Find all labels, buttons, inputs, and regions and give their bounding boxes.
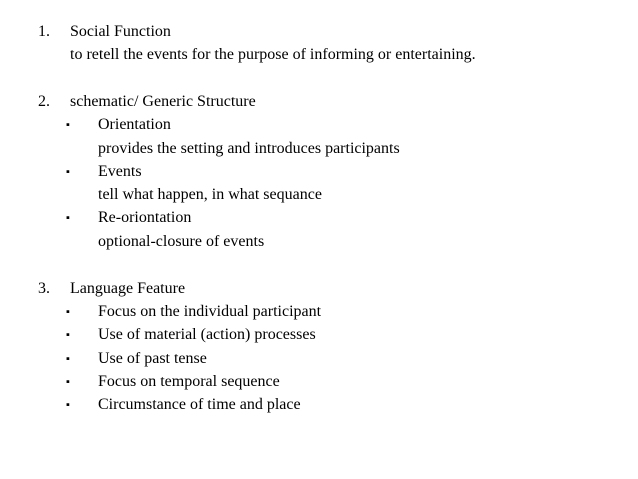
structure-item-reorientation: Re-oriontation <box>98 209 192 226</box>
feature-item: Use of material (action) processes <box>98 326 316 343</box>
feature-item: Focus on temporal sequence <box>98 373 280 390</box>
structure-item-events-description: tell what happen, in what sequance <box>98 186 322 203</box>
section-2-title: schematic/ Generic Structure <box>70 93 256 110</box>
bullet-icon: ▪ <box>66 329 70 341</box>
bullet-icon: ▪ <box>66 306 70 318</box>
feature-item: Circumstance of time and place <box>98 396 301 413</box>
section-3-title: Language Feature <box>70 280 186 297</box>
structure-item-events: Events <box>98 163 142 180</box>
bullet-icon: ▪ <box>66 399 70 411</box>
section-1-number: 1. <box>38 23 50 40</box>
bullet-icon: ▪ <box>66 376 70 388</box>
bullet-icon: ▪ <box>66 166 70 178</box>
feature-item: Use of past tense <box>98 350 207 367</box>
section-1-title: Social Function <box>70 23 171 40</box>
section-1-description: to retell the events for the purpose of informing or entertaining. <box>70 46 476 63</box>
structure-item-reorientation-description: optional-closure of events <box>98 233 265 250</box>
bullet-icon: ▪ <box>66 119 70 131</box>
bullet-icon: ▪ <box>66 212 70 224</box>
structure-item-orientation: Orientation <box>98 116 171 133</box>
structure-item-orientation-description: provides the setting and introduces participants <box>98 140 400 157</box>
feature-item: Focus on the individual participant <box>98 303 322 320</box>
section-2-number: 2. <box>38 93 50 110</box>
bullet-icon: ▪ <box>66 353 70 365</box>
section-3-number: 3. <box>38 280 50 297</box>
